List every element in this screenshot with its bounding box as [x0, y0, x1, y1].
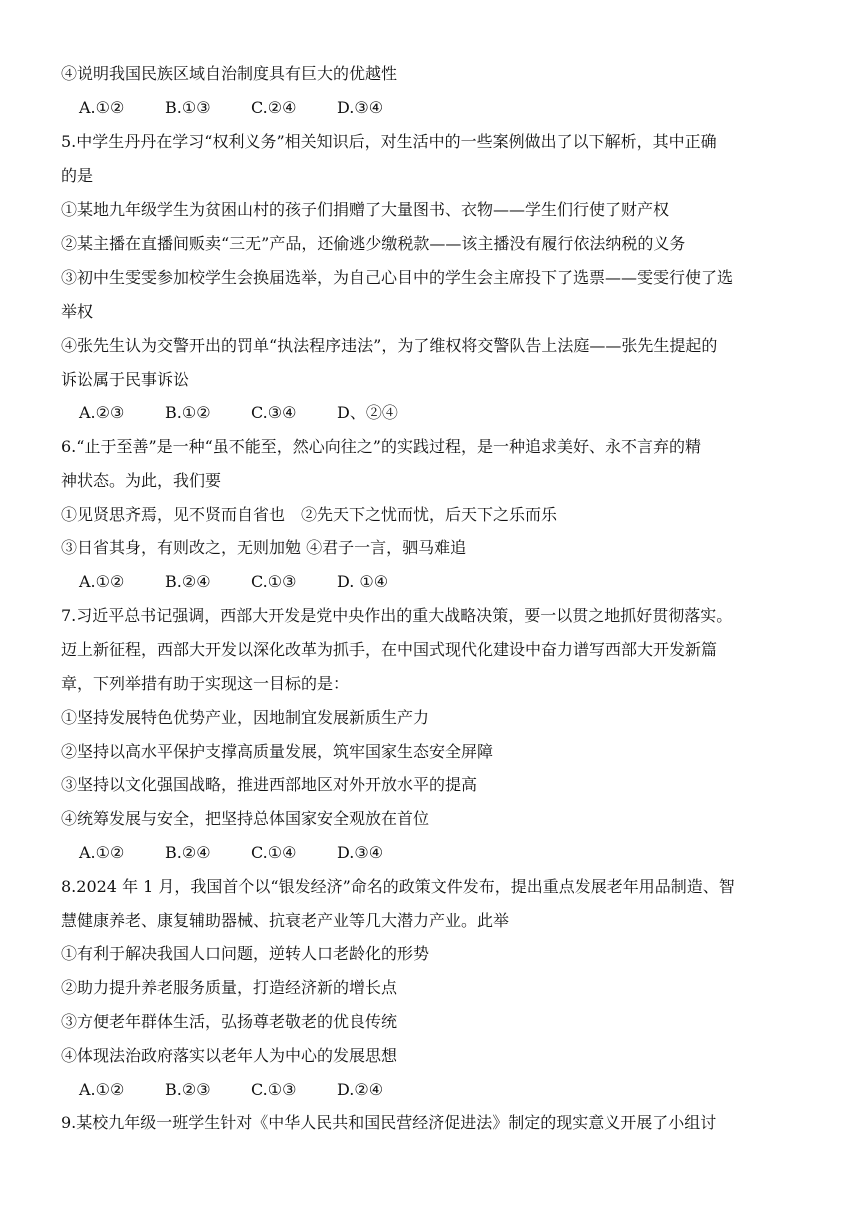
question-9-line: 9.某校九年级一班学生针对《中华人民共和国民营经济促进法》制定的现实意义开展了小组讨: [61, 1113, 717, 1132]
text-line: 的是: [61, 166, 94, 185]
text-line: 诉讼属于民事诉讼: [61, 370, 190, 389]
option-a: A.②③: [79, 403, 125, 422]
question-8-line: 8.2024 年 1 月，我国首个以“银发经济”命名的政策文件发布，提出重点发展老年用品制造、智: [61, 877, 735, 896]
question-7-line: 7.习近平总书记强调，西部大开发是党中央作出的重大战略决策，要一以贯之地抓好贯彻落实。: [61, 606, 733, 625]
text-line: 举权: [61, 302, 94, 321]
option-a: A.①②: [79, 1080, 125, 1099]
answer-options: [79, 403, 423, 423]
option-b: B.②④: [165, 572, 211, 591]
option-c: C.②④: [251, 98, 297, 117]
question-5-line: 5.中学生丹丹在学习“权利义务”相关知识后，对生活中的一些案例做出了以下解析，其中正确: [61, 132, 717, 151]
text-line: ①坚持发展特色优势产业，因地制宜发展新质生产力: [61, 708, 430, 727]
text-line: ④统筹发展与安全，把坚持总体国家安全观放在首位: [61, 809, 430, 828]
option-a: A.①②: [79, 98, 125, 117]
answer-options: [79, 843, 423, 863]
text-line: ④体现法治政府落实以老年人为中心的发展思想: [61, 1046, 398, 1065]
text-line: ④说明我国民族区域自治制度具有巨大的优越性: [61, 64, 398, 83]
option-b: B.②③: [165, 1080, 211, 1099]
text-line: ③日省其身，有则改之，无则加勉 ④君子一言，驷马难追: [61, 538, 467, 557]
text-line: ④张先生认为交警开出的罚单“执法程序违法”，为了维权将交警队告上法庭——张先生提起的: [61, 336, 718, 355]
answer-options: [79, 572, 423, 592]
option-d: D、②④: [337, 403, 398, 422]
text-line: ②某主播在直播间贩卖“三无”产品，还偷逃少缴税款——该主播没有履行依法纳税的义务: [61, 234, 686, 253]
option-d: D. ①④: [337, 572, 389, 591]
text-line: ②助力提升养老服务质量，打造经济新的增长点: [61, 978, 398, 997]
option-d: D.③④: [337, 843, 384, 862]
answer-options: [79, 1080, 423, 1100]
option-c: C.①③: [251, 572, 297, 591]
text-line: 慧健康养老、康复辅助器械、抗衰老产业等几大潜力产业。此举: [61, 911, 510, 930]
text-line: 章，下列举措有助于实现这一目标的是：: [61, 674, 350, 693]
option-a: A.①②: [79, 572, 125, 591]
text-line: 迈上新征程，西部大开发以深化改革为抓手，在中国式现代化建设中奋力谱写西部大开发新篇: [61, 640, 718, 659]
text-line: ②坚持以高水平保护支撑高质量发展，筑牢国家生态安全屏障: [61, 742, 494, 761]
text-line: ③方便老年群体生活，弘扬尊老敬老的优良传统: [61, 1012, 398, 1031]
option-d: D.②④: [337, 1080, 384, 1099]
text-line: 神状态。为此，我们要: [61, 471, 222, 490]
option-c: C.①④: [251, 843, 297, 862]
option-b: B.②④: [165, 843, 211, 862]
text-line: ③初中生雯雯参加校学生会换届选举，为自己心目中的学生会主席投下了选票——雯雯行使了选: [61, 268, 734, 287]
option-b: B.①③: [165, 98, 211, 117]
option-a: A.①②: [79, 843, 125, 862]
option-b: B.①②: [165, 403, 211, 422]
option-c: C.①③: [251, 1080, 297, 1099]
answer-options: [79, 98, 423, 118]
text-line: ①某地九年级学生为贫困山村的孩子们捐赠了大量图书、衣物——学生们行使了财产权: [61, 200, 670, 219]
option-d: D.③④: [337, 98, 384, 117]
text-line: ①有利于解决我国人口问题，逆转人口老龄化的形势: [61, 944, 430, 963]
option-c: C.③④: [251, 403, 297, 422]
text-line: ①见贤思齐焉，见不贤而自省也 ②先天下之忧而忧，后天下之乐而乐: [61, 505, 558, 524]
question-6-line: 6.“止于至善”是一种“虽不能至，然心向往之”的实践过程，是一种追求美好、永不言弃的精: [61, 437, 701, 456]
text-line: ③坚持以文化强国战略，推进西部地区对外开放水平的提高: [61, 775, 478, 794]
